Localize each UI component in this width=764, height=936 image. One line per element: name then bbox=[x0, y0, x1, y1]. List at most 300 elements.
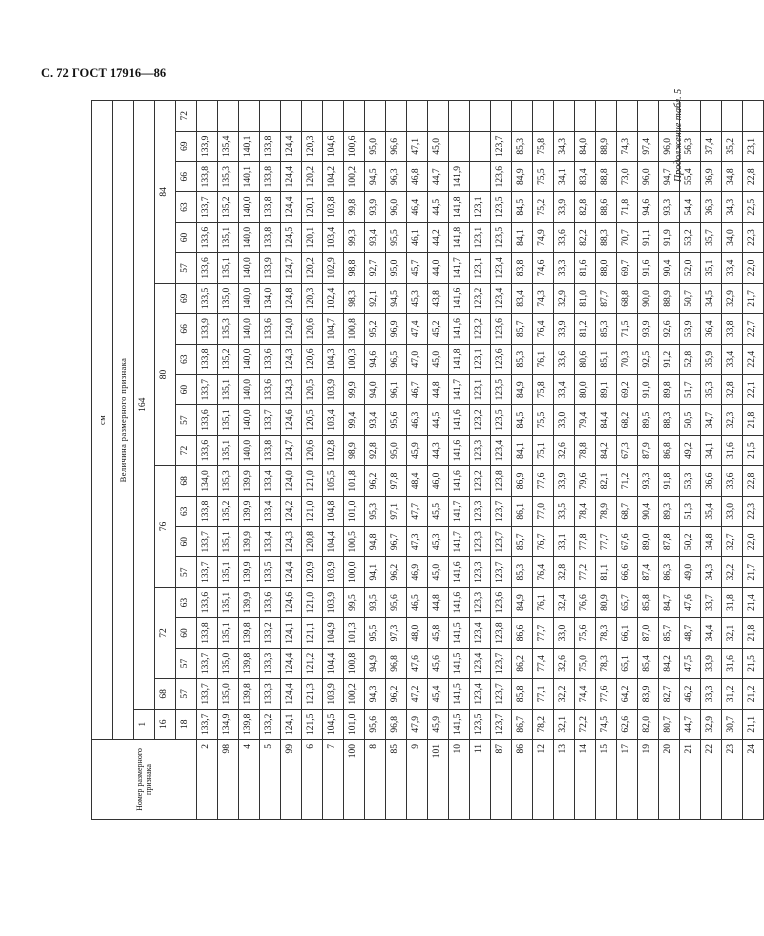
table-cell: 99,3 bbox=[344, 222, 365, 252]
table-cell: 75,6 bbox=[575, 618, 596, 648]
table-cell: 65,1 bbox=[617, 648, 638, 678]
table-cell: 133,6 bbox=[197, 253, 218, 283]
table-cell: 77,4 bbox=[533, 648, 554, 678]
table-cell: 133,6 bbox=[197, 435, 218, 465]
table-cell: 83,4 bbox=[575, 161, 596, 191]
table-cell: 94,3 bbox=[365, 679, 386, 709]
column-header: 57 bbox=[176, 405, 197, 435]
row-number: 24 bbox=[743, 740, 764, 820]
table-cell: 101,0 bbox=[344, 496, 365, 526]
table-cell: 45,4 bbox=[428, 679, 449, 709]
table-cell: 46,7 bbox=[407, 374, 428, 404]
table-cell: 85,1 bbox=[596, 344, 617, 374]
table-cell: 123,7 bbox=[491, 496, 512, 526]
table-cell: 141,6 bbox=[449, 557, 470, 587]
table-cell: 75,8 bbox=[533, 131, 554, 161]
table-cell: 90,4 bbox=[638, 496, 659, 526]
table-cell: 88,9 bbox=[596, 131, 617, 161]
table-cell: 47,0 bbox=[407, 344, 428, 374]
table-cell: 82,2 bbox=[575, 222, 596, 252]
table-cell: 135,0 bbox=[218, 283, 239, 313]
table-cell: 34,3 bbox=[554, 131, 575, 161]
table-cell: 22,7 bbox=[743, 314, 764, 344]
row-number: 21 bbox=[680, 740, 701, 820]
table-cell: 45,6 bbox=[428, 648, 449, 678]
table-cell: 85,3 bbox=[512, 131, 533, 161]
table-cell: 123,5 bbox=[491, 405, 512, 435]
table-cell: 85,3 bbox=[512, 557, 533, 587]
table-cell: 87,4 bbox=[638, 557, 659, 587]
table-cell: 124,4 bbox=[281, 161, 302, 191]
table-cell: 78,2 bbox=[533, 709, 554, 739]
table-cell: 100,8 bbox=[344, 648, 365, 678]
table-cell: 49,2 bbox=[680, 435, 701, 465]
table-cell bbox=[218, 101, 239, 132]
table-cell: 45,0 bbox=[428, 557, 449, 587]
table-cell: 140,0 bbox=[239, 435, 260, 465]
table-cell: 84,9 bbox=[512, 374, 533, 404]
table-cell: 46,0 bbox=[428, 466, 449, 496]
table-cell: 96,6 bbox=[386, 131, 407, 161]
table-row bbox=[281, 101, 302, 820]
table-cell: 121,0 bbox=[302, 587, 323, 617]
table-cell: 94,1 bbox=[365, 557, 386, 587]
table-cell: 31,6 bbox=[722, 435, 743, 465]
table-cell: 140,0 bbox=[239, 374, 260, 404]
table-cell: 123,8 bbox=[491, 466, 512, 496]
table-cell: 133,4 bbox=[260, 466, 281, 496]
table-cell: 44,5 bbox=[428, 192, 449, 222]
table-cell: 133,7 bbox=[197, 527, 218, 557]
table-cell: 22,0 bbox=[743, 253, 764, 283]
table-cell: 95,5 bbox=[386, 222, 407, 252]
table-cell: 80,9 bbox=[596, 587, 617, 617]
table-cell bbox=[323, 101, 344, 132]
table-cell: 135,2 bbox=[218, 344, 239, 374]
table-cell: 82,7 bbox=[659, 679, 680, 709]
table-cell: 70,7 bbox=[617, 222, 638, 252]
table-row bbox=[722, 101, 743, 820]
table-cell: 75,8 bbox=[533, 374, 554, 404]
table-cell: 120,8 bbox=[302, 527, 323, 557]
table-cell: 133,2 bbox=[260, 709, 281, 739]
table-cell: 141,5 bbox=[449, 709, 470, 739]
table-cell: 96,8 bbox=[386, 709, 407, 739]
table-cell: 121,3 bbox=[302, 679, 323, 709]
table-cell: 98,3 bbox=[344, 283, 365, 313]
table-cell: 36,9 bbox=[701, 161, 722, 191]
unit-header: см bbox=[92, 101, 113, 740]
table-cell: 123,3 bbox=[470, 496, 491, 526]
column-header: 63 bbox=[176, 192, 197, 222]
table-cell bbox=[386, 101, 407, 132]
table-cell bbox=[680, 101, 701, 132]
table-cell: 62,6 bbox=[617, 709, 638, 739]
table-cell: 104,4 bbox=[323, 648, 344, 678]
table-cell: 141,6 bbox=[449, 587, 470, 617]
table-row bbox=[512, 101, 533, 820]
table-cell: 43,8 bbox=[428, 283, 449, 313]
table-cell bbox=[533, 101, 554, 132]
table-cell: 52,8 bbox=[680, 344, 701, 374]
table-cell: 133,2 bbox=[260, 618, 281, 648]
table-cell: 31,8 bbox=[722, 587, 743, 617]
table-cell: 123,7 bbox=[491, 131, 512, 161]
table-cell: 133,6 bbox=[197, 222, 218, 252]
table-cell: 96,9 bbox=[386, 314, 407, 344]
table-cell: 139,9 bbox=[239, 587, 260, 617]
table-cell: 92,5 bbox=[638, 344, 659, 374]
table-cell: 124,0 bbox=[281, 314, 302, 344]
table-cell: 141,7 bbox=[449, 496, 470, 526]
table-cell: 77,7 bbox=[596, 527, 617, 557]
table-cell: 32,3 bbox=[722, 405, 743, 435]
table-cell: 85,7 bbox=[659, 618, 680, 648]
table-cell: 75,0 bbox=[575, 648, 596, 678]
table-cell: 123,3 bbox=[470, 587, 491, 617]
table-row bbox=[533, 101, 554, 820]
table-row bbox=[344, 101, 365, 820]
table-cell: 53,9 bbox=[680, 314, 701, 344]
table-cell bbox=[659, 101, 680, 132]
table-cell: 124,8 bbox=[281, 283, 302, 313]
table-cell: 141,5 bbox=[449, 679, 470, 709]
table-cell: 120,1 bbox=[302, 222, 323, 252]
table-cell: 46,4 bbox=[407, 192, 428, 222]
table-cell: 133,3 bbox=[260, 679, 281, 709]
table-cell: 120,6 bbox=[302, 314, 323, 344]
table-cell: 33,4 bbox=[722, 344, 743, 374]
table-row bbox=[407, 101, 428, 820]
table-cell: 88,6 bbox=[596, 192, 617, 222]
column-header: 72 bbox=[176, 101, 197, 132]
group-16-header: 16 bbox=[155, 709, 176, 739]
table-cell: 66,1 bbox=[617, 618, 638, 648]
row-number: 15 bbox=[596, 740, 617, 820]
table-cell: 140,0 bbox=[239, 222, 260, 252]
row-number: 12 bbox=[533, 740, 554, 820]
table-cell bbox=[449, 131, 470, 161]
row-number: 9 bbox=[407, 740, 428, 820]
table-row bbox=[617, 101, 638, 820]
table-cell: 100,8 bbox=[344, 314, 365, 344]
table-cell: 34,3 bbox=[722, 192, 743, 222]
row-number: 85 bbox=[386, 740, 407, 820]
table-cell: 81,1 bbox=[596, 557, 617, 587]
table-cell: 133,4 bbox=[260, 527, 281, 557]
table-cell: 121,1 bbox=[302, 618, 323, 648]
table-cell: 33,9 bbox=[554, 314, 575, 344]
table-cell: 93,9 bbox=[638, 314, 659, 344]
table-cell: 33,3 bbox=[554, 253, 575, 283]
table-cell: 94,0 bbox=[365, 374, 386, 404]
table-cell: 90,4 bbox=[659, 253, 680, 283]
table-cell: 141,7 bbox=[449, 527, 470, 557]
table-cell: 133,9 bbox=[197, 131, 218, 161]
table-cell: 49,0 bbox=[680, 557, 701, 587]
table-cell: 32,8 bbox=[722, 374, 743, 404]
table-cell: 33,9 bbox=[701, 648, 722, 678]
group-84-header: 84 bbox=[155, 101, 176, 284]
table-cell: 93,3 bbox=[638, 466, 659, 496]
table-cell: 32,8 bbox=[554, 557, 575, 587]
table-cell: 35,7 bbox=[701, 222, 722, 252]
table-row bbox=[260, 101, 281, 820]
table-cell: 140,0 bbox=[239, 283, 260, 313]
table-cell: 141,6 bbox=[449, 405, 470, 435]
table-cell: 104,7 bbox=[323, 314, 344, 344]
table-cell: 77,7 bbox=[533, 618, 554, 648]
table-cell: 95,3 bbox=[365, 496, 386, 526]
table-cell: 92,1 bbox=[365, 283, 386, 313]
table-cell: 86,3 bbox=[659, 557, 680, 587]
table-cell: 44,8 bbox=[428, 374, 449, 404]
table-cell: 47,6 bbox=[680, 587, 701, 617]
table-cell: 133,7 bbox=[197, 374, 218, 404]
table-cell: 135,2 bbox=[218, 496, 239, 526]
column-header: 18 bbox=[176, 709, 197, 739]
table-cell: 99,5 bbox=[344, 587, 365, 617]
table-cell bbox=[239, 101, 260, 132]
table-cell: 73,0 bbox=[617, 161, 638, 191]
table-cell: 71,2 bbox=[617, 466, 638, 496]
table-cell: 140,1 bbox=[239, 161, 260, 191]
table-cell: 133,6 bbox=[260, 374, 281, 404]
table-cell: 93,4 bbox=[365, 405, 386, 435]
table-cell: 33,4 bbox=[554, 374, 575, 404]
table-cell: 44,5 bbox=[428, 405, 449, 435]
table-cell: 50,2 bbox=[680, 527, 701, 557]
table-row bbox=[575, 101, 596, 820]
table-row bbox=[554, 101, 575, 820]
table-cell: 92,6 bbox=[659, 314, 680, 344]
table-cell: 44,7 bbox=[428, 161, 449, 191]
table-cell: 50,7 bbox=[680, 283, 701, 313]
table-cell: 85,8 bbox=[638, 587, 659, 617]
table-cell: 104,9 bbox=[323, 618, 344, 648]
table-cell: 34,5 bbox=[701, 283, 722, 313]
table-cell: 48,0 bbox=[407, 618, 428, 648]
table-cell: 139,9 bbox=[239, 466, 260, 496]
table-cell: 93,9 bbox=[365, 192, 386, 222]
table-cell: 89,0 bbox=[638, 527, 659, 557]
table-cell: 100,5 bbox=[344, 527, 365, 557]
column-header: 63 bbox=[176, 587, 197, 617]
table-cell: 141,7 bbox=[449, 374, 470, 404]
column-header: 60 bbox=[176, 618, 197, 648]
table-cell: 135,0 bbox=[218, 679, 239, 709]
table-cell: 103,4 bbox=[323, 405, 344, 435]
table-cell: 48,4 bbox=[407, 466, 428, 496]
table-cell: 124,3 bbox=[281, 374, 302, 404]
table-cell: 133,6 bbox=[197, 587, 218, 617]
table-cell: 134,0 bbox=[260, 283, 281, 313]
table-cell: 96,0 bbox=[638, 161, 659, 191]
table-cell: 77,1 bbox=[533, 679, 554, 709]
table-cell: 91,8 bbox=[659, 466, 680, 496]
table-cell: 123,4 bbox=[470, 648, 491, 678]
table-cell: 94,6 bbox=[365, 344, 386, 374]
table-cell: 123,3 bbox=[470, 557, 491, 587]
table-cell: 84,5 bbox=[512, 405, 533, 435]
table-cell: 89,1 bbox=[596, 374, 617, 404]
table-cell: 124,1 bbox=[281, 709, 302, 739]
table-cell bbox=[596, 101, 617, 132]
table-cell: 46,8 bbox=[407, 161, 428, 191]
table-cell: 133,8 bbox=[260, 161, 281, 191]
table-cell: 123,6 bbox=[491, 344, 512, 374]
table-row bbox=[659, 101, 680, 820]
table-cell: 30,7 bbox=[722, 709, 743, 739]
row-number: 13 bbox=[554, 740, 575, 820]
table-cell: 133,8 bbox=[197, 344, 218, 374]
table-cell: 32,6 bbox=[554, 435, 575, 465]
table-cell: 86,1 bbox=[512, 496, 533, 526]
table-cell: 75,5 bbox=[533, 161, 554, 191]
table-cell: 123,7 bbox=[491, 527, 512, 557]
table-cell: 97,4 bbox=[638, 131, 659, 161]
table-cell: 78,4 bbox=[575, 496, 596, 526]
table-cell: 81,6 bbox=[575, 253, 596, 283]
table-cell: 135,3 bbox=[218, 314, 239, 344]
table-cell: 103,8 bbox=[323, 192, 344, 222]
table-cell: 95,6 bbox=[386, 405, 407, 435]
table-cell: 133,5 bbox=[197, 283, 218, 313]
table-cell: 76,7 bbox=[533, 527, 554, 557]
table-cell: 133,6 bbox=[260, 587, 281, 617]
table-cell: 123,7 bbox=[491, 648, 512, 678]
table-cell: 32,2 bbox=[722, 557, 743, 587]
table-cell: 101,8 bbox=[344, 466, 365, 496]
table-cell bbox=[449, 101, 470, 132]
table-cell: 92,7 bbox=[365, 253, 386, 283]
table-cell: 82,0 bbox=[638, 709, 659, 739]
table-cell bbox=[344, 101, 365, 132]
group-68-header: 68 bbox=[155, 679, 176, 709]
table-cell: 35,9 bbox=[701, 344, 722, 374]
table-cell: 36,6 bbox=[701, 466, 722, 496]
table-cell: 123,1 bbox=[470, 344, 491, 374]
table-cell: 104,6 bbox=[323, 131, 344, 161]
table-cell: 31,2 bbox=[722, 679, 743, 709]
table-cell: 91,0 bbox=[638, 374, 659, 404]
table-cell bbox=[722, 101, 743, 132]
table-cell: 68,7 bbox=[617, 496, 638, 526]
table-cell bbox=[491, 101, 512, 132]
table-cell bbox=[554, 101, 575, 132]
table-cell bbox=[701, 101, 722, 132]
column-header: 69 bbox=[176, 131, 197, 161]
table-cell: 84,4 bbox=[596, 405, 617, 435]
table-cell: 141,8 bbox=[449, 222, 470, 252]
table-cell: 52,0 bbox=[680, 253, 701, 283]
table-cell: 120,2 bbox=[302, 161, 323, 191]
table-cell: 21,4 bbox=[743, 587, 764, 617]
table-cell: 95,2 bbox=[365, 314, 386, 344]
table-cell: 95,6 bbox=[365, 709, 386, 739]
table-cell: 34,8 bbox=[701, 527, 722, 557]
table-cell: 139,9 bbox=[239, 496, 260, 526]
table-cell: 88,8 bbox=[596, 161, 617, 191]
table-cell: 45,7 bbox=[407, 253, 428, 283]
table-cell bbox=[470, 161, 491, 191]
table-cell: 123,4 bbox=[470, 679, 491, 709]
table-cell: 120,1 bbox=[302, 192, 323, 222]
table-cell: 135,1 bbox=[218, 374, 239, 404]
table-cell: 85,3 bbox=[596, 314, 617, 344]
table-cell: 141,7 bbox=[449, 253, 470, 283]
table-row bbox=[197, 101, 218, 820]
table-cell: 47,5 bbox=[680, 648, 701, 678]
table-cell: 71,5 bbox=[617, 314, 638, 344]
table-cell: 76,4 bbox=[533, 557, 554, 587]
table-cell: 79,6 bbox=[575, 466, 596, 496]
table-cell: 34,1 bbox=[554, 161, 575, 191]
row-number: 20 bbox=[659, 740, 680, 820]
table-cell: 75,2 bbox=[533, 192, 554, 222]
row-number: 19 bbox=[638, 740, 659, 820]
table-cell: 33,6 bbox=[554, 344, 575, 374]
table-cell: 32,1 bbox=[722, 618, 743, 648]
table-cell: 91,6 bbox=[638, 253, 659, 283]
table-cell: 139,8 bbox=[239, 709, 260, 739]
table-cell: 141,8 bbox=[449, 344, 470, 374]
table-cell bbox=[197, 101, 218, 132]
table-cell: 85,7 bbox=[512, 527, 533, 557]
table-cell: 133,7 bbox=[260, 405, 281, 435]
table-cell: 77,0 bbox=[533, 496, 554, 526]
table-cell: 123,7 bbox=[491, 709, 512, 739]
table-cell: 133,6 bbox=[260, 344, 281, 374]
table-cell: 88,3 bbox=[596, 222, 617, 252]
table-cell: 33,6 bbox=[722, 466, 743, 496]
table-cell: 124,4 bbox=[281, 192, 302, 222]
table-cell: 21,8 bbox=[743, 405, 764, 435]
table-cell: 124,7 bbox=[281, 435, 302, 465]
table-cell: 96,2 bbox=[386, 679, 407, 709]
table-cell: 86,7 bbox=[512, 709, 533, 739]
table-cell: 104,5 bbox=[323, 709, 344, 739]
table-cell: 135,1 bbox=[218, 405, 239, 435]
table-cell: 53,3 bbox=[680, 466, 701, 496]
table-cell: 94,5 bbox=[365, 161, 386, 191]
table-cell: 84,0 bbox=[575, 131, 596, 161]
table-cell bbox=[575, 101, 596, 132]
table-cell: 96,2 bbox=[365, 466, 386, 496]
table-cell: 135,1 bbox=[218, 587, 239, 617]
table-cell: 33,5 bbox=[554, 496, 575, 526]
table-row bbox=[218, 101, 239, 820]
table-cell: 97,3 bbox=[386, 618, 407, 648]
table-cell: 133,5 bbox=[260, 557, 281, 587]
table-cell: 34,4 bbox=[701, 618, 722, 648]
row-number: 11 bbox=[470, 740, 491, 820]
table-row bbox=[470, 101, 491, 820]
column-header: 66 bbox=[176, 161, 197, 191]
table-cell: 133,7 bbox=[197, 709, 218, 739]
table-row bbox=[701, 101, 722, 820]
table-cell: 51,7 bbox=[680, 374, 701, 404]
table-cell: 22,3 bbox=[743, 222, 764, 252]
table-cell: 78,3 bbox=[596, 648, 617, 678]
row-number: 23 bbox=[722, 740, 743, 820]
table-cell: 123,2 bbox=[470, 466, 491, 496]
table-row bbox=[239, 101, 260, 820]
table-cell: 139,9 bbox=[239, 527, 260, 557]
table-cell: 84,1 bbox=[512, 222, 533, 252]
table-cell: 50,5 bbox=[680, 405, 701, 435]
table-cell: 123,6 bbox=[491, 587, 512, 617]
